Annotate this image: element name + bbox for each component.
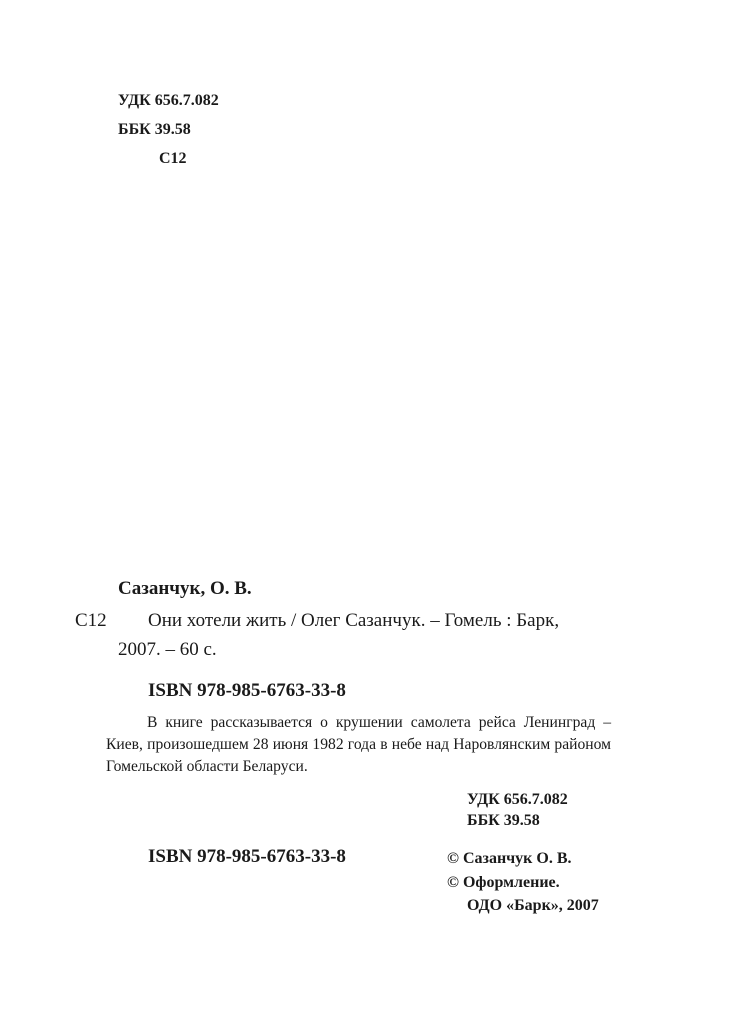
- card-bbk: ББК 39.58: [467, 812, 540, 829]
- author-sign: С12: [159, 150, 187, 167]
- publisher-line: ОДО «Барк», 2007: [467, 897, 599, 914]
- card-udk: УДК 656.7.082: [467, 791, 568, 808]
- card-isbn: ISBN 978-985-6763-33-8: [148, 680, 346, 701]
- bbk-code: ББК 39.58: [118, 121, 191, 138]
- copyright-author: © Сазанчук О. В.: [447, 850, 572, 867]
- bottom-isbn: ISBN 978-985-6763-33-8: [148, 846, 346, 867]
- card-annotation: В книге рассказывается о крушении самолета рейса Ленинград – Киев, произошедшем 28 июня 1982 года в небе над Наровлянским районом Гомельской области Беларуси.: [106, 714, 611, 775]
- card-title-line1: Они хотели жить / Олег Сазанчук. – Гомель : Барк,: [148, 610, 560, 631]
- copyright-design: © Оформление.: [447, 874, 560, 891]
- card-author: Сазанчук, О. В.: [118, 578, 252, 599]
- card-title-line2: 2007. – 60 с.: [118, 639, 217, 660]
- card-sign: С12: [75, 610, 107, 631]
- udk-code: УДК 656.7.082: [118, 92, 219, 109]
